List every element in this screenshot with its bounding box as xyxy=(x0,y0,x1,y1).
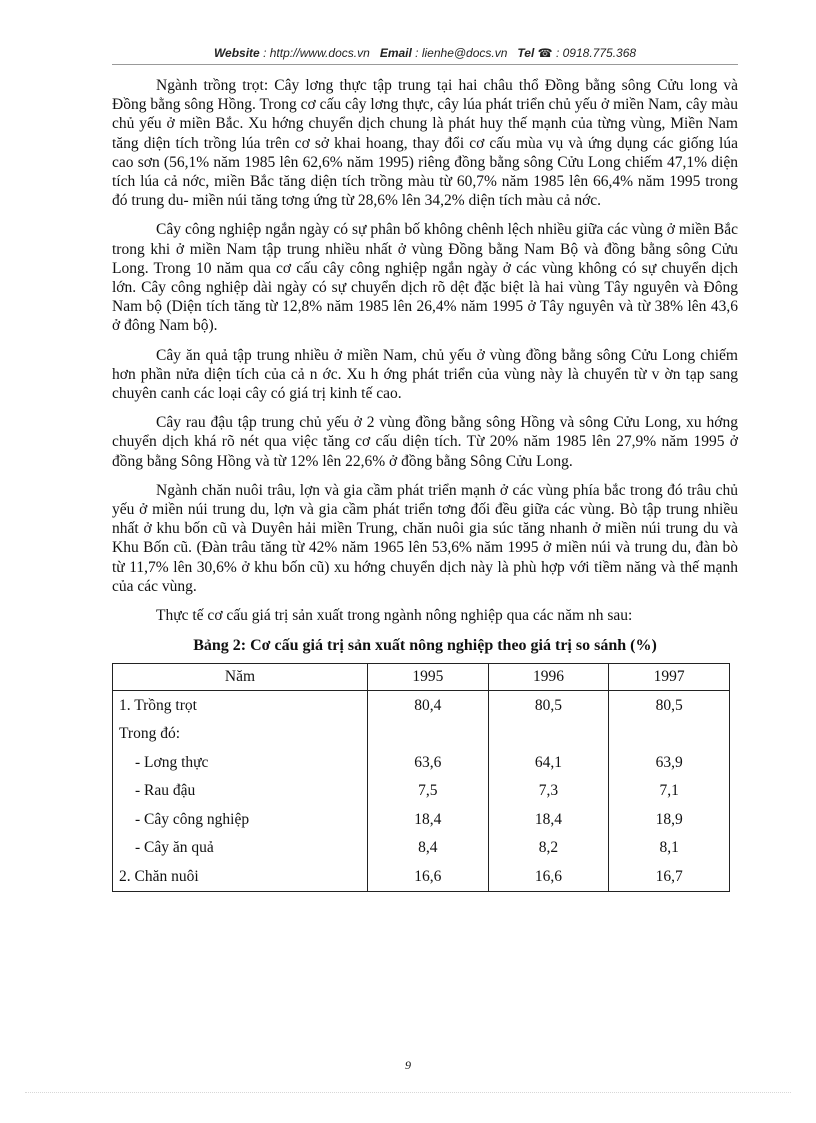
row-label: 2. Chăn nuôi xyxy=(113,862,368,891)
tel-value: : 0918.775.368 xyxy=(555,46,637,60)
table-row xyxy=(113,748,730,777)
table-row xyxy=(113,805,730,834)
cell-1996: 80,5 xyxy=(488,691,609,720)
cell-1996: 16,6 xyxy=(488,862,609,891)
header-1995: 1995 xyxy=(368,664,489,691)
cell-1996: 7,3 xyxy=(488,777,609,806)
paragraph-livestock: Ngành chăn nuôi trâu, lợn và gia cầm phát triển mạnh ở các vùng phía bắc trong đó trâu chủ yếu ở miền núi trung du, lợn và gia cầm phát triển tơng đối đều giữa các vùng. Bò tập trung nhiều nhất ở khu bốn cũ và Duyên hải miền Trung, chăn nuôi gia súc tăng nhanh ở miền núi trung du và Khu Bốn cũ. (Đàn trâu tăng từ 42% năm 1965 lên 53,6% năm 1995 ở miền núi và trung du, đàn bò từ 11,7% lên 30,6% ở khu bốn cũ) xu hớng chuyển dịch này là phù hợp với tiềm năng và thế mạnh của các vùng. xyxy=(112,481,738,595)
table-header-row xyxy=(113,664,730,691)
row-label: Trong đó: xyxy=(113,720,368,749)
cell-1996: 64,1 xyxy=(488,748,609,777)
paragraph-vegetables: Cây rau đậu tập trung chủ yếu ở 2 vùng đồng bằng sông Hồng và sông Cửu Long, xu hớng chuyển dịch khá rõ nét qua việc tăng cơ cấu diện tích. Từ 20% năm 1985 lên 27,9% năm 1995 ở đồng bằng Sông Hồng và từ 12% lên 22,6% ở đồng bằng Sông Cửu Long. xyxy=(112,414,738,470)
cell-1995: 7,5 xyxy=(368,777,489,806)
table-row xyxy=(113,834,730,863)
header-divider xyxy=(112,64,738,65)
footer-divider xyxy=(25,1092,791,1093)
cell-1995: 16,6 xyxy=(368,862,489,891)
row-label: - Rau đậu xyxy=(113,777,368,806)
website-label: Website xyxy=(213,46,260,60)
cell-1997: 16,7 xyxy=(609,862,730,891)
cell-1997 xyxy=(609,720,730,749)
cell-1997: 8,1 xyxy=(609,834,730,863)
table-row xyxy=(113,862,730,891)
cell-1995: 63,6 xyxy=(368,748,489,777)
row-label: - Cây ăn quả xyxy=(113,834,368,863)
table-row xyxy=(113,777,730,806)
phone-icon: ☎ xyxy=(537,46,553,60)
cell-1997: 18,9 xyxy=(609,805,730,834)
table-title: Bảng 2: Cơ cấu giá trị sản xuất nông nghiệp theo giá trị so sánh (%) xyxy=(193,637,657,655)
tel-label: Tel xyxy=(517,46,535,60)
cell-1996: 8,2 xyxy=(488,834,609,863)
row-label: 1. Trồng trọt xyxy=(113,691,368,720)
email-value: : lienhe@docs.vn xyxy=(415,46,508,60)
paragraph-industrial-crops: Cây công nghiệp ngắn ngày có sự phân bố không chênh lệch nhiều giữa các vùng ở miền Bắc trong khi ở miền Nam tập trung nhiều nhất ở vùng Đồng bằng Nam Bộ và đồng bằng sông Cửu Long. Trong 10 năm qua cơ cấu cây công nghiệp ngắn ngày ở các vùng không có sự chuyển dịch lớn. Cây công nghiệp dài ngày có sự chuyển dịch rõ dệt đặc biệt là hai vùng Tây nguyên và Đông Nam bộ (Diện tích tăng từ 12,8% năm 1985 lên 26,4% năm 1995 ở Tây nguyên và từ 38% lên 43,6 ở đông Nam bộ). xyxy=(112,221,738,335)
cell-1997: 80,5 xyxy=(609,691,730,720)
row-label: - Lơng thực xyxy=(113,748,368,777)
cell-1995: 18,4 xyxy=(368,805,489,834)
cell-1997: 63,9 xyxy=(609,748,730,777)
table-row xyxy=(113,691,730,720)
row-label: - Cây công nghiệp xyxy=(113,805,368,834)
cell-1996 xyxy=(488,720,609,749)
document-body xyxy=(112,76,738,892)
cell-1995: 80,4 xyxy=(368,691,489,720)
table-row xyxy=(113,720,730,749)
header-year: Năm xyxy=(113,664,368,691)
website-value: : http://www.docs.vn xyxy=(263,46,370,60)
paragraph-table-intro: Thực tế cơ cấu giá trị sản xuất trong ngành nông nghiệp qua các năm nh sau: xyxy=(156,607,633,625)
page-header xyxy=(115,46,735,60)
page-number: 9 xyxy=(405,1058,411,1072)
header-1996: 1996 xyxy=(488,664,609,691)
paragraph-crop-farming: Ngành trồng trọt: Cây lơng thực tập trung tại hai châu thổ Đồng bằng sông Cửu long và Đồng bằng sông Hồng. Trong cơ cấu cây lơng thực, cây lúa phát triển chủ yếu ở miền Nam, cây màu chủ yếu ở miền Bắc. Xu hớng chuyển dịch chung là phát huy thế mạnh của từng vùng, Miền Nam tăng diện tích trồng lúa trên cơ sở khai hoang, thay đổi cơ cấu mùa vụ và ứng dụng các giống lúa cao sơn (56,1% năm 1985 lên 62,6% năm 1995) riêng đồng bằng sông Cửu Long chiếm 47,1% diện tích lúa cả nớc, miền Bắc tăng diện tích trồng màu từ 60,7% năm 1985 lên 66,4% năm 1995 trong đó trung du- miền núi tăng tơng ứng từ 28,6% lên 34,2% diện tích màu cả nớc. xyxy=(112,77,738,210)
cell-1995: 8,4 xyxy=(368,834,489,863)
cell-1995 xyxy=(368,720,489,749)
email-label: Email xyxy=(379,46,412,60)
cell-1997: 7,1 xyxy=(609,777,730,806)
header-1997: 1997 xyxy=(609,664,730,691)
production-structure-table xyxy=(112,663,730,892)
cell-1996: 18,4 xyxy=(488,805,609,834)
paragraph-fruit-trees: Cây ăn quả tập trung nhiều ở miền Nam, chủ yếu ở vùng đồng bằng sông Cửu Long chiếm hơn phần nửa diện tích của cả n ớc. Xu h ớng phát triển của vùng này là chuyển từ v ờn tạp sang chuyên canh các loại cây có giá trị kinh tế cao. xyxy=(112,346,738,403)
